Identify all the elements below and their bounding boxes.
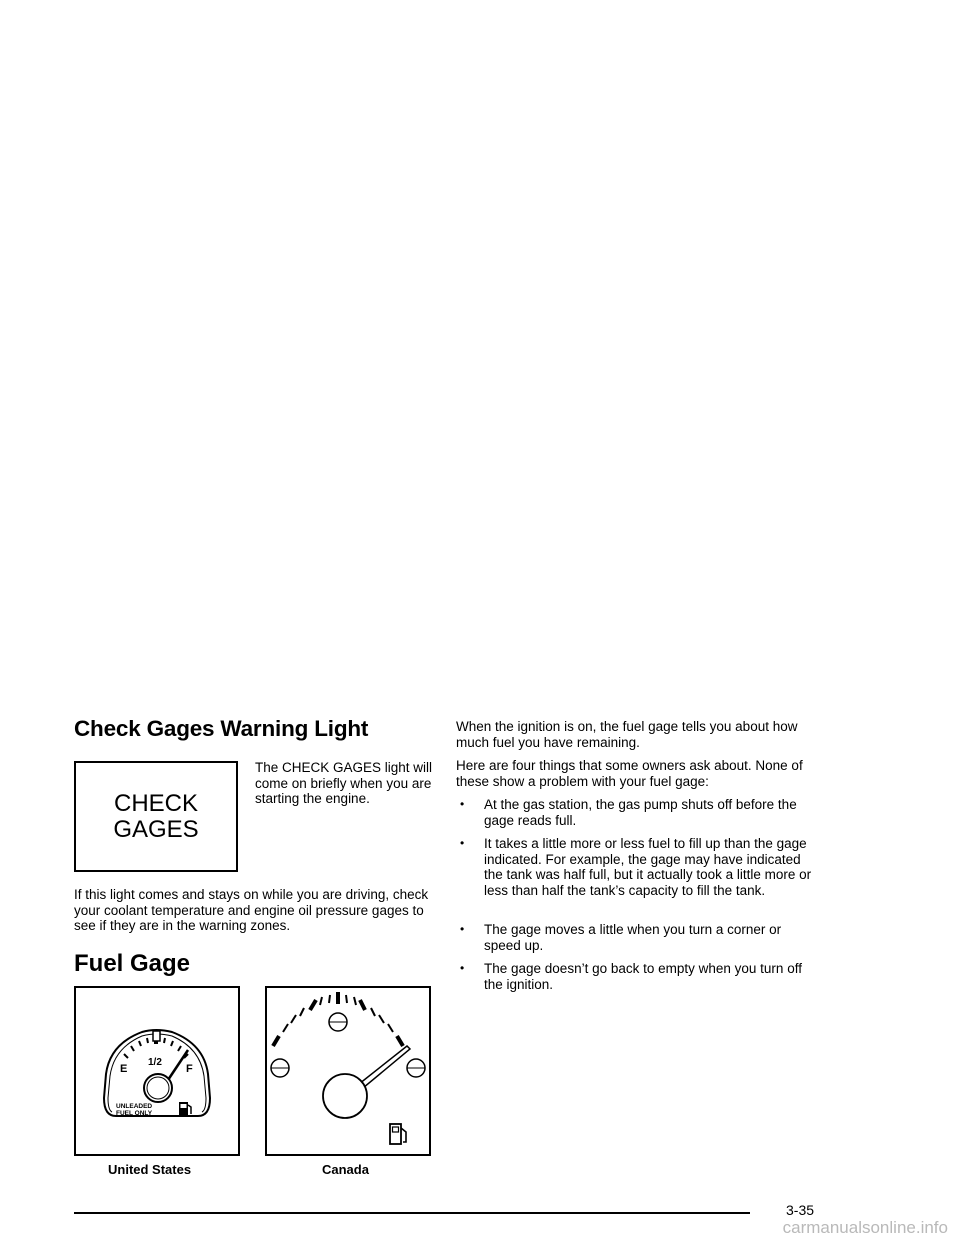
- gauge-label-unleaded: UNLEADED: [116, 1103, 153, 1110]
- gauge-label-half: 1/2: [148, 1057, 162, 1068]
- list-item-text: The gage moves a little when you turn a corner or speed up.: [484, 922, 782, 953]
- list-item-text: At the gas station, the gas pump shuts off before the gage reads full.: [484, 797, 797, 828]
- list-item: [460, 961, 820, 992]
- gauge-label-f: F: [186, 1063, 193, 1075]
- gauge-label-fuel-only: FUEL ONLY: [116, 1110, 153, 1117]
- list-item-text: It takes a little more or less fuel to fill up than the gage indicated. For example, the gage may have indicated the tank was half full, but it actually took a little more or less than half the tank’s capacity to fill the tank.: [484, 836, 812, 898]
- fuel-gage-us-illustration: [74, 986, 240, 1156]
- gauge-label-e: E: [120, 1063, 128, 1075]
- fuel-gage-canada-drawing: [267, 988, 429, 1154]
- caption-united-states: United States: [108, 1162, 192, 1177]
- fuel-gage-intro: When the ignition is on, the fuel gage tells you about how much fuel you have remaining.: [456, 719, 798, 750]
- page-number: 3-35: [786, 1202, 815, 1218]
- section-heading-fuel-gage: Fuel Gage: [74, 950, 191, 977]
- list-item-text: The gage doesn’t go back to empty when you turn off the ignition.: [484, 961, 802, 992]
- bullet-icon: •: [460, 961, 465, 975]
- fuel-gage-canada-illustration: [265, 986, 431, 1156]
- check-gages-indicator-image: [74, 761, 238, 872]
- fuel-pump-icon: [179, 1102, 191, 1115]
- check-gages-paragraph: If this light comes and stays on while you are driving, check your coolant temperature and engine oil pressure gages to see if they are in the warning zones.: [74, 887, 429, 933]
- fuel-gage-questions-intro: Here are four things that some owners ask about. None of these show a problem with your fuel gage:: [456, 758, 803, 789]
- bullet-icon: •: [460, 797, 465, 811]
- fuel-pump-icon: [390, 1124, 406, 1144]
- caption-canada: Canada: [322, 1162, 369, 1177]
- fuel-gage-us-drawing: [76, 988, 238, 1154]
- footer-divider: [74, 1212, 750, 1214]
- list-item: [460, 836, 820, 898]
- list-item: [460, 797, 820, 828]
- section-heading-check-gages: Check Gages Warning Light: [74, 716, 369, 741]
- bullet-icon: •: [460, 922, 465, 936]
- indicator-text-line1: CHECK: [113, 789, 198, 817]
- list-item: [460, 922, 820, 953]
- indicator-text-line2: GAGES: [113, 815, 199, 843]
- check-gages-description: The CHECK GAGES light will come on briefly when you are starting the engine.: [255, 760, 433, 806]
- bullet-icon: •: [460, 836, 465, 850]
- watermark: carmanualsonline.info: [782, 1218, 948, 1237]
